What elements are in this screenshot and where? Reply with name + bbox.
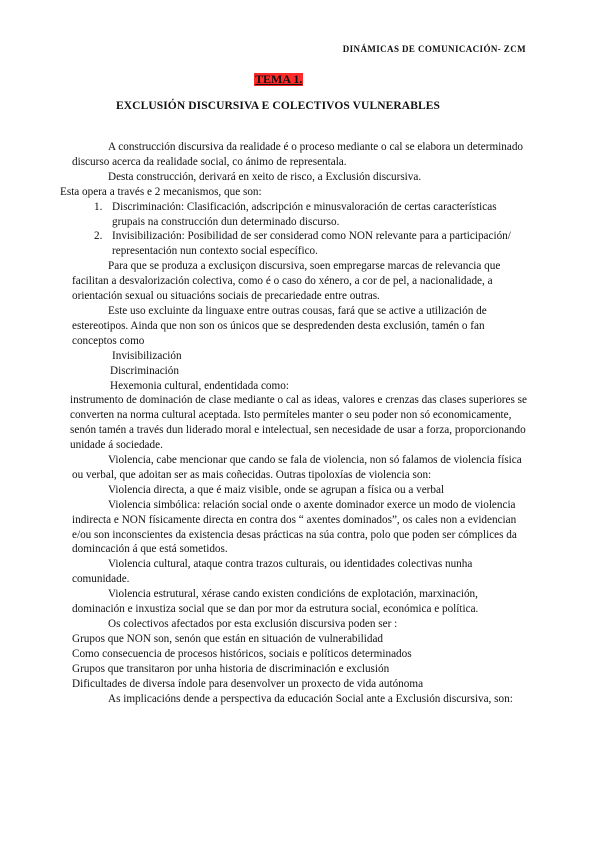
paragraph: Violencia estrutural, xérase cando existen condicións de explotación, marxinación, dominación e inxustiza social que se dan por mor da estrutura social, económica e política.	[72, 588, 479, 616]
list-item-text: Invisibilización: Posibilidad de ser considerad como NON relevante para a participación/ representación nun contexto social específico.	[112, 230, 511, 258]
list-item	[94, 200, 532, 230]
list-number: 2.	[94, 230, 103, 243]
group-item: Grupos que NON son, senón que están en situación de vulnerabilidad	[72, 632, 384, 645]
page-title: EXCLUSIÓN DISCURSIVA E COLECTIVOS VULNERABLES	[115, 100, 441, 112]
concept-item: Hexemonia cultural, endentidada como:	[110, 379, 289, 392]
group-item: Grupos que transitaron por unha historia de discriminación e exclusión	[72, 662, 390, 675]
paragraph: instrumento de dominación de clase mediante o cal as ideas, valores e crenzas das clases superiores se converten na norma cultural aceptada. Isto permíteles manter o seu poder non só economicamente, senón tamén a través dun liderado moral e intelectual, sen necesidade de usar a forza, proporcionando unidade á sociedade.	[70, 394, 527, 452]
paragraph: Violencia simbólica: relación social onde o axente dominador exerce un modo de violencia indirecta e NON físicamente directa en contra dos “ axentes dominados”, os cales non a evidencian e/ou son inconscientes da existencia desas prácticas na súa contra, polo que poden ser cómplices da domincación á que está sometidos.	[72, 498, 517, 556]
concept-item: Discriminación	[110, 364, 179, 377]
paragraph: Violencia cultural, ataque contra trazos culturais, ou identidades colectivas nunha comunidade.	[72, 558, 473, 586]
list-item	[94, 229, 532, 259]
running-header: DINÁMICAS DE COMUNICACIÓN- ZCM	[342, 44, 526, 54]
paragraph: Violencia, cabe mencionar que cando se fala de violencia, non só falamos de violencia física ou verbal, que adoitan ser as mais coñecidas. Outras tipoloxías de violencia son:	[72, 454, 522, 481]
group-item: Como consecuencia de procesos históricos, sociais e políticos determinados	[72, 647, 412, 660]
list-item-text: Discriminación: Clasificación, adscripción e minusvaloración de certas características grupais na construcción dun determinado discurso.	[112, 200, 497, 228]
paragraph: Violencia directa, a que é maiz visible, onde se agrupan a física ou a verbal	[108, 483, 445, 496]
section-label: TEMA 1.	[255, 72, 303, 86]
paragraph: Este uso excluinte da linguaxe entre outras cousas, fará que se active a utilización de estereotipos. Ainda que non son os únicos que se despredenden desta exclusión, tamén o fan conceptos como	[72, 304, 487, 347]
paragraph: Os colectivos afectados por esta exclusión discursiva poden ser :	[108, 618, 398, 630]
body-text	[60, 140, 532, 706]
paragraph: Para que se produza a exclusiçon discursiva, soen empregarse marcas de relevancia que facilitan a desvalorización colectiva, como é o caso do xénero, a cor de pel, a nacionalidade, a orientación sexual ou situacións sociais de precariedade entre outras.	[72, 260, 501, 303]
group-item: Dificultades de diversa índole para desenvolver un proxecto de vida autónoma	[72, 677, 424, 690]
paragraph: Desta construcción, derivará en xeito de risco, a Exclusión discursiva.	[108, 170, 422, 183]
list-number: 1.	[94, 200, 103, 213]
paragraph: As implicacións dende a perspectiva da educación Social ante a Exclusión discursiva, son:	[108, 692, 513, 705]
paragraph: Esta opera a través e 2 mecanismos, que son:	[60, 185, 262, 198]
concept-item: Invisibilización	[112, 349, 182, 362]
paragraph: A construcción discursiva da realidade é o proceso mediante o cal se elabora un determinado discurso acerca da realidade social, co ánimo de representala.	[72, 141, 524, 168]
